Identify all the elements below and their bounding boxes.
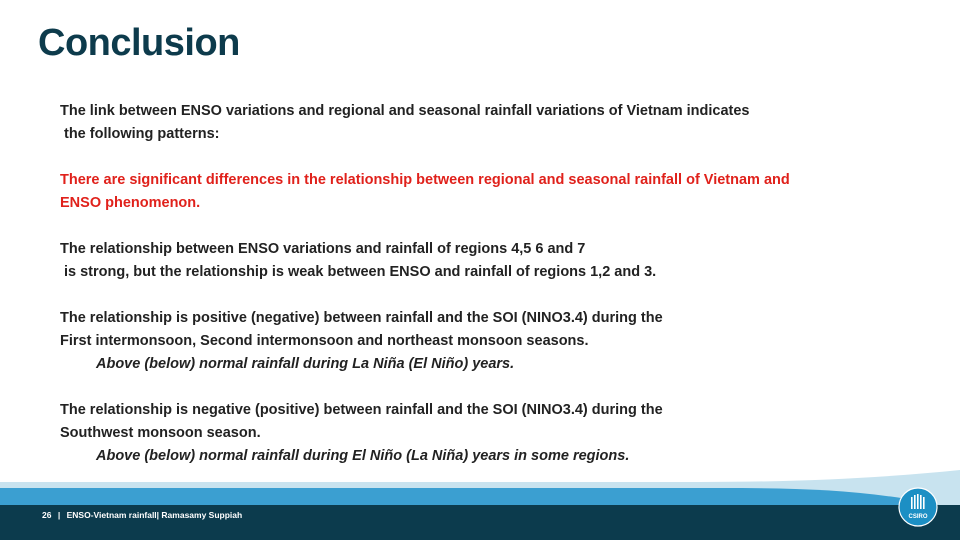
relationship-3-line-1: The relationship is negative (positive) between rainfall and the SOI (NINO3.4) during the	[60, 402, 663, 418]
csiro-logo-icon	[898, 487, 938, 527]
intro-line-1: The link between ENSO variations and regional and seasonal rainfall variations of Vietnam indicates	[60, 103, 750, 119]
logo-text: CSIRO	[908, 514, 928, 520]
relationship-2-italic: Above (below) normal rainfall during La Niña (El Niño) years.	[96, 356, 515, 372]
relationship-3-line-2: Southwest monsoon season.	[60, 425, 261, 441]
highlight-line-1: There are significant differences in the relationship between regional and seasonal rainfall of Vietnam and	[60, 172, 790, 188]
relationship-3-italic: Above (below) normal rainfall during El Niño (La Niña) years in some regions.	[96, 448, 630, 464]
footer-text	[42, 510, 246, 520]
slide-title: Conclusion	[38, 22, 240, 64]
relationship-1-line-2: is strong, but the relationship is weak between ENSO and rainfall of regions 1,2 and 3.	[64, 264, 657, 280]
relationship-2-line-2: First intermonsoon, Second intermonsoon and northeast monsoon seasons.	[60, 333, 589, 349]
highlight-line-2: ENSO phenomenon.	[60, 195, 201, 211]
footer-separator: |	[57, 510, 61, 520]
slide-body	[60, 100, 920, 468]
relationship-2-line-1: The relationship is positive (negative) between rainfall and the SOI (NINO3.4) during the	[60, 310, 663, 326]
footer-caption: ENSO-Vietnam rainfall| Ramasamy Suppiah	[66, 510, 243, 520]
page-number: 26	[42, 510, 52, 520]
relationship-1-line-1: The relationship between ENSO variations and rainfall of regions 4,5 6 and 7	[60, 241, 586, 257]
intro-line-2: the following patterns:	[64, 126, 220, 142]
